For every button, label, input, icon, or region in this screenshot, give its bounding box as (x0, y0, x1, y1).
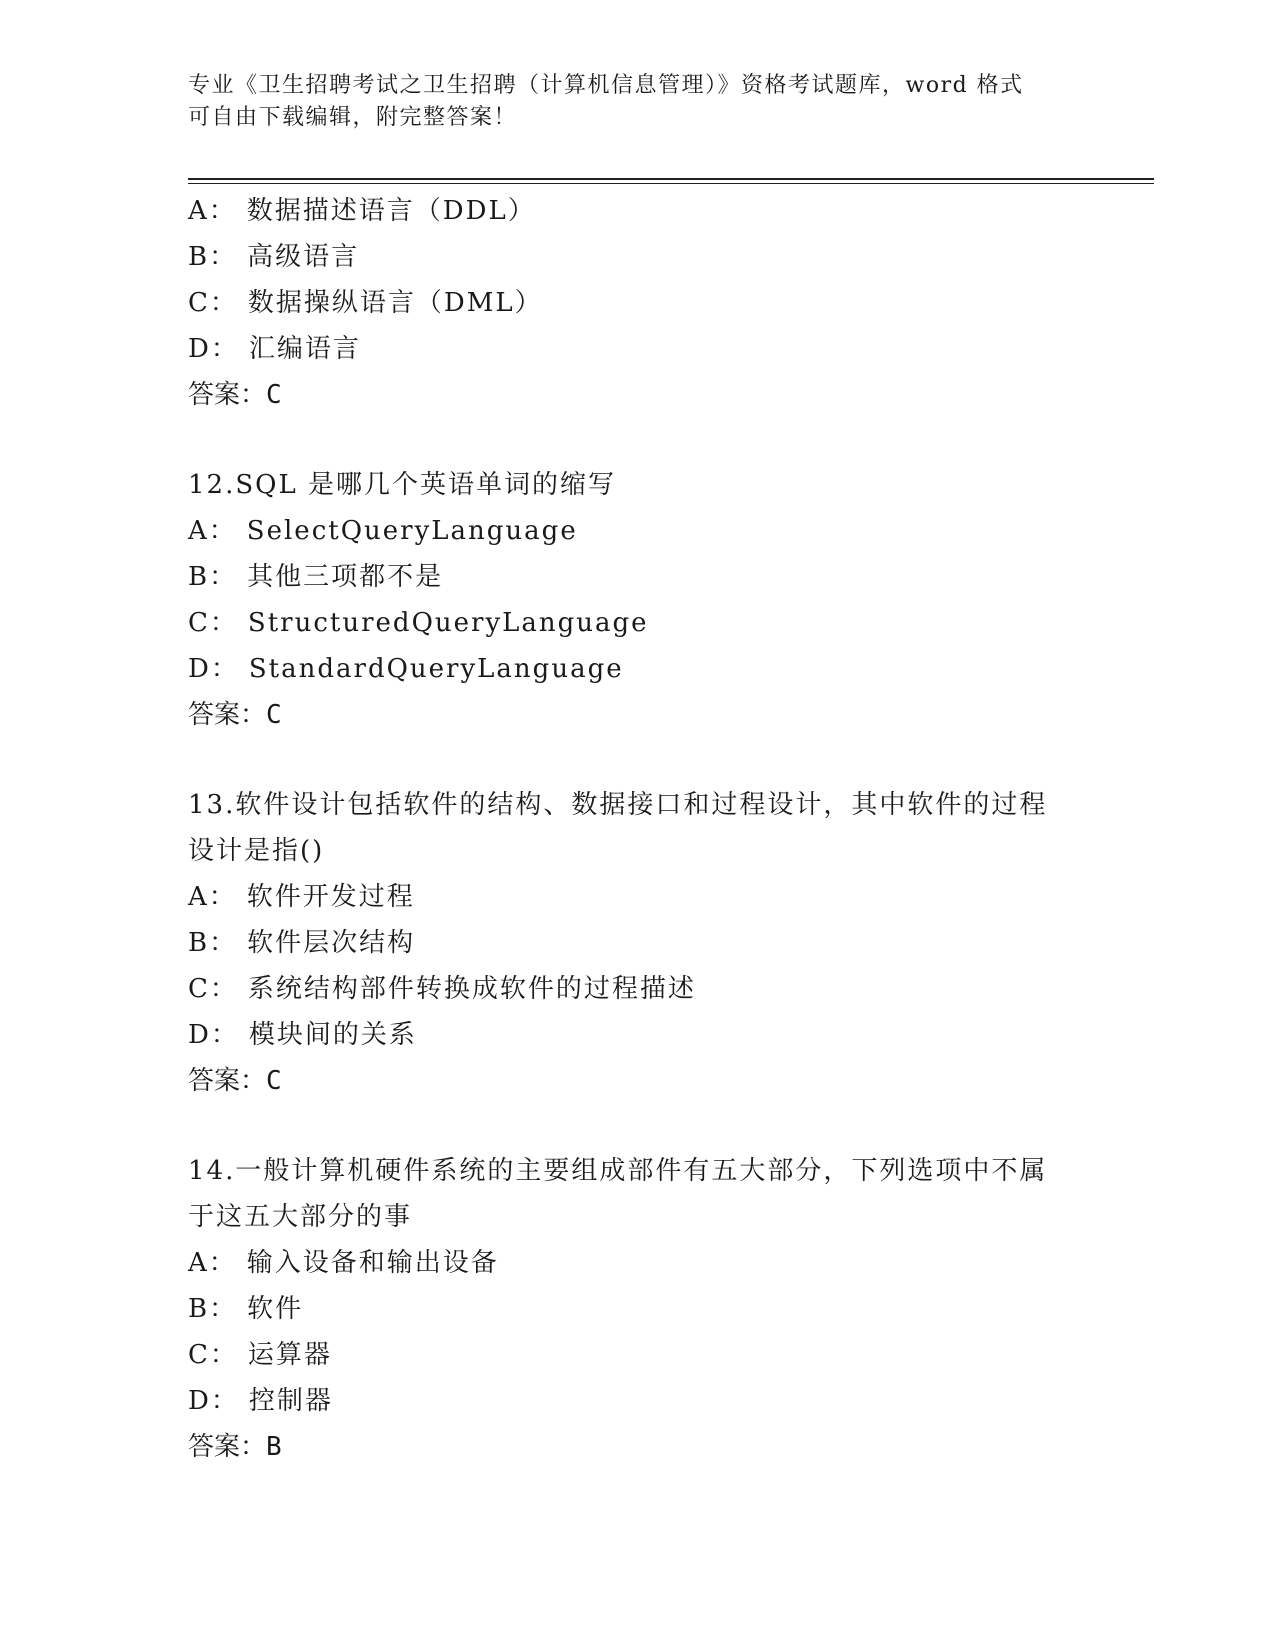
option-separator: ： (209, 562, 238, 592)
answer-value: C (266, 1066, 282, 1096)
option-separator: ： (210, 1020, 239, 1050)
option-letter: B (188, 562, 210, 592)
question-stem-line: 13.软件设计包括软件的结构、数据接口和过程设计，其中软件的过程 (188, 790, 1048, 820)
option-letter: B (188, 928, 210, 958)
option-letter: D (188, 334, 211, 364)
header-divider (188, 178, 1154, 184)
answer-option (188, 508, 1088, 554)
option-text: 数据操纵语言（DML） (247, 288, 543, 318)
answer-line (188, 372, 1088, 418)
question-stem-line: 于这五大部分的事 (188, 1202, 413, 1232)
option-letter: C (188, 608, 210, 638)
option-letter: A (188, 516, 209, 546)
answer-option (188, 280, 1088, 326)
question-spacer (188, 418, 1088, 462)
answer-line (188, 692, 1088, 738)
answer-option (188, 234, 1088, 280)
option-text: 运算器 (247, 1340, 332, 1370)
question-stem (188, 782, 1088, 874)
option-separator: ： (209, 928, 238, 958)
question-block (188, 1148, 1088, 1470)
option-separator: ： (208, 1248, 237, 1278)
answer-option (188, 1332, 1088, 1378)
answer-line (188, 1058, 1088, 1104)
answer-label: 答案： (188, 1066, 267, 1096)
answer-option (188, 920, 1088, 966)
option-letter: C (188, 1340, 210, 1370)
option-separator: ： (209, 974, 238, 1004)
option-text: 控制器 (248, 1386, 333, 1416)
answer-line (188, 1424, 1088, 1470)
option-letter: A (188, 882, 209, 912)
option-letter: B (188, 1294, 210, 1324)
question-block (188, 782, 1088, 1104)
question-list (188, 188, 1088, 1470)
option-letter: C (188, 974, 210, 1004)
question-stem-line: 12.SQL 是哪几个英语单词的缩写 (188, 470, 617, 500)
option-separator: ： (209, 242, 238, 272)
option-separator: ： (208, 196, 237, 226)
option-separator: ： (208, 516, 237, 546)
option-text: 系统结构部件转换成软件的过程描述 (247, 974, 696, 1004)
option-text: 软件开发过程 (246, 882, 415, 912)
answer-option (188, 1378, 1088, 1424)
option-separator: ： (209, 608, 238, 638)
answer-value: C (266, 380, 282, 410)
question-block (188, 462, 1088, 738)
option-text: 软件 (247, 1294, 304, 1324)
option-separator: ： (210, 334, 239, 364)
option-text: 软件层次结构 (247, 928, 416, 958)
answer-option (188, 554, 1088, 600)
answer-value: B (266, 1432, 282, 1462)
answer-option (188, 1012, 1088, 1058)
question-stem (188, 1148, 1088, 1240)
option-text: StandardQueryLanguage (248, 654, 624, 684)
option-text: 高级语言 (247, 242, 360, 272)
option-separator: ： (209, 288, 238, 318)
option-text: 数据描述语言（DDL） (246, 196, 536, 226)
option-text: 输入设备和输出设备 (246, 1248, 499, 1278)
question-stem (188, 462, 1088, 508)
answer-option (188, 874, 1088, 920)
option-text: 汇编语言 (248, 334, 361, 364)
answer-option (188, 326, 1088, 372)
answer-option (188, 1286, 1088, 1332)
option-text: 其他三项都不是 (247, 562, 444, 592)
answer-option (188, 600, 1088, 646)
answer-label: 答案： (188, 1432, 267, 1462)
option-letter: C (188, 288, 210, 318)
option-separator: ： (208, 882, 237, 912)
document-header (188, 70, 1088, 134)
answer-option (188, 966, 1088, 1012)
option-separator: ： (209, 1294, 238, 1324)
option-letter: D (188, 654, 211, 684)
answer-option (188, 1240, 1088, 1286)
option-letter: A (188, 1248, 209, 1278)
option-letter: D (188, 1020, 211, 1050)
question-stem-line: 设计是指() (188, 836, 325, 866)
option-letter: B (188, 242, 210, 272)
option-text: SelectQueryLanguage (246, 516, 578, 546)
header-line-1: 专业《卫生招聘考试之卫生招聘（计算机信息管理）》资格考试题库，word 格式 (188, 73, 1024, 98)
answer-value: C (266, 700, 282, 730)
option-text: 模块间的关系 (248, 1020, 417, 1050)
header-line-2: 可自由下载编辑，附完整答案！ (188, 105, 518, 130)
answer-label: 答案： (188, 700, 267, 730)
option-letter: D (188, 1386, 211, 1416)
answer-label: 答案： (188, 380, 267, 410)
question-spacer (188, 738, 1088, 782)
question-block (188, 188, 1088, 418)
question-spacer (188, 1104, 1088, 1148)
option-separator: ： (209, 1340, 238, 1370)
option-separator: ： (210, 654, 239, 684)
answer-option (188, 188, 1088, 234)
option-separator: ： (210, 1386, 239, 1416)
question-stem-line: 14.一般计算机硬件系统的主要组成部件有五大部分，下列选项中不属 (188, 1156, 1048, 1186)
answer-option (188, 646, 1088, 692)
option-text: StructuredQueryLanguage (247, 608, 649, 638)
option-letter: A (188, 196, 209, 226)
